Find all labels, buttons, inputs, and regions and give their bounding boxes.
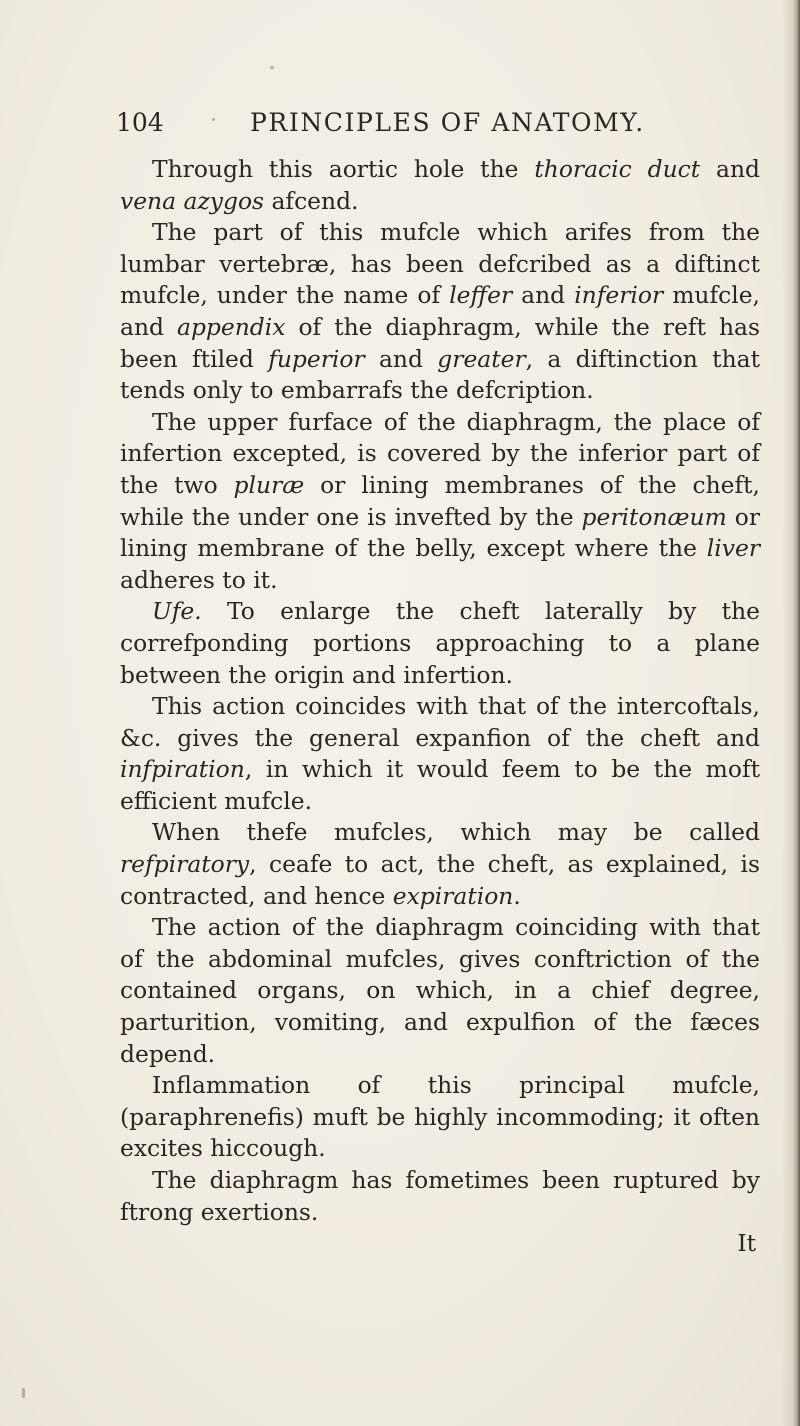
italic-term: inferior	[574, 281, 664, 310]
text-run: When thefe mufcles, which may be called	[152, 818, 760, 847]
text-run: Through this aortic hole the	[152, 155, 535, 183]
text-run: This action coincides with that of the intercoftals, &c. gives the general expanfion of the cheft and	[120, 692, 760, 752]
text-run: , in which it would feem to be the moft efficient mufcle.	[120, 755, 760, 815]
text-run: and	[364, 344, 438, 373]
page-number: 104	[116, 108, 164, 137]
text-run: afcend.	[264, 186, 359, 215]
running-head: PRINCIPLES OF ANATOMY.	[250, 108, 645, 137]
paragraph	[120, 1070, 760, 1165]
italic-term: appendix	[177, 312, 286, 341]
paragraph	[120, 691, 760, 817]
paragraph	[120, 217, 760, 407]
text-run: or lining membranes of the cheft, while the under one is invefted by the	[120, 470, 760, 531]
body-text	[120, 154, 760, 1260]
text-run: of the diaphragm, while the reft has been ftiled	[120, 312, 760, 373]
text-run: adheres to it.	[120, 565, 278, 594]
text-run: The diaphragm has fometimes been ruptured by ftrong exertions.	[120, 1166, 760, 1226]
text-run: The upper furface of the diaphragm, the place of infertion excepted, is covered by the inferior part of the two	[120, 407, 760, 499]
text-run: .	[513, 881, 521, 910]
paper-speck	[22, 1388, 25, 1398]
paragraph	[120, 596, 760, 691]
text-run: and	[700, 155, 761, 183]
italic-term: infpiration	[120, 755, 245, 784]
italic-term: Ufe.	[152, 597, 202, 626]
text-run: , a diftinction that tends only to embarrafs the defcription.	[120, 344, 760, 405]
paragraph	[120, 912, 760, 1070]
italic-term: fuperior	[268, 344, 365, 373]
text-run: To enlarge the cheft laterally by the correfponding portions approaching to a plane between the origin and infertion.	[120, 597, 760, 689]
italic-term: expiration	[392, 881, 514, 910]
page-header	[116, 108, 746, 148]
italic-term: refpiratory	[120, 850, 250, 879]
paragraph	[120, 154, 760, 217]
paper-speck	[270, 66, 274, 69]
italic-term: thoracic duct	[534, 155, 701, 183]
text-run: The part of this mufcle which arifes from the lumbar vertebræ, has been defcribed as a diftinct mufcle, under the name of	[120, 218, 760, 310]
italic-term: vena azygos	[120, 186, 265, 215]
italic-term: pluræ	[233, 470, 305, 499]
text-run: The action of the diaphragm coinciding with that of the abdominal mufcles, gives conftriction of the contained organs, on which, in a chief degree, parturition, vomiting, and expulfion of the fæces depend.	[120, 913, 760, 1068]
text-run: or lining membrane of the belly, except where the	[120, 502, 760, 563]
text-run: Inflammation of this principal mufcle, (paraphrenefis) muft be highly incommoding; it often excites hiccough.	[120, 1071, 760, 1163]
catchword: It	[737, 1229, 756, 1258]
italic-term: liver	[706, 534, 760, 563]
italic-term: greater	[437, 344, 526, 373]
text-run: and	[512, 281, 575, 310]
paragraph	[120, 407, 760, 597]
italic-term: peritonæum	[581, 502, 727, 531]
italic-term: leffer	[449, 281, 513, 310]
paragraph	[120, 1165, 760, 1228]
page-edge-shadow	[782, 0, 800, 1426]
text-run: , ceafe to act, the cheft, as explained, is contracted, and hence	[120, 850, 760, 910]
text-run: mufcle, and	[120, 281, 760, 341]
paragraph	[120, 817, 760, 912]
